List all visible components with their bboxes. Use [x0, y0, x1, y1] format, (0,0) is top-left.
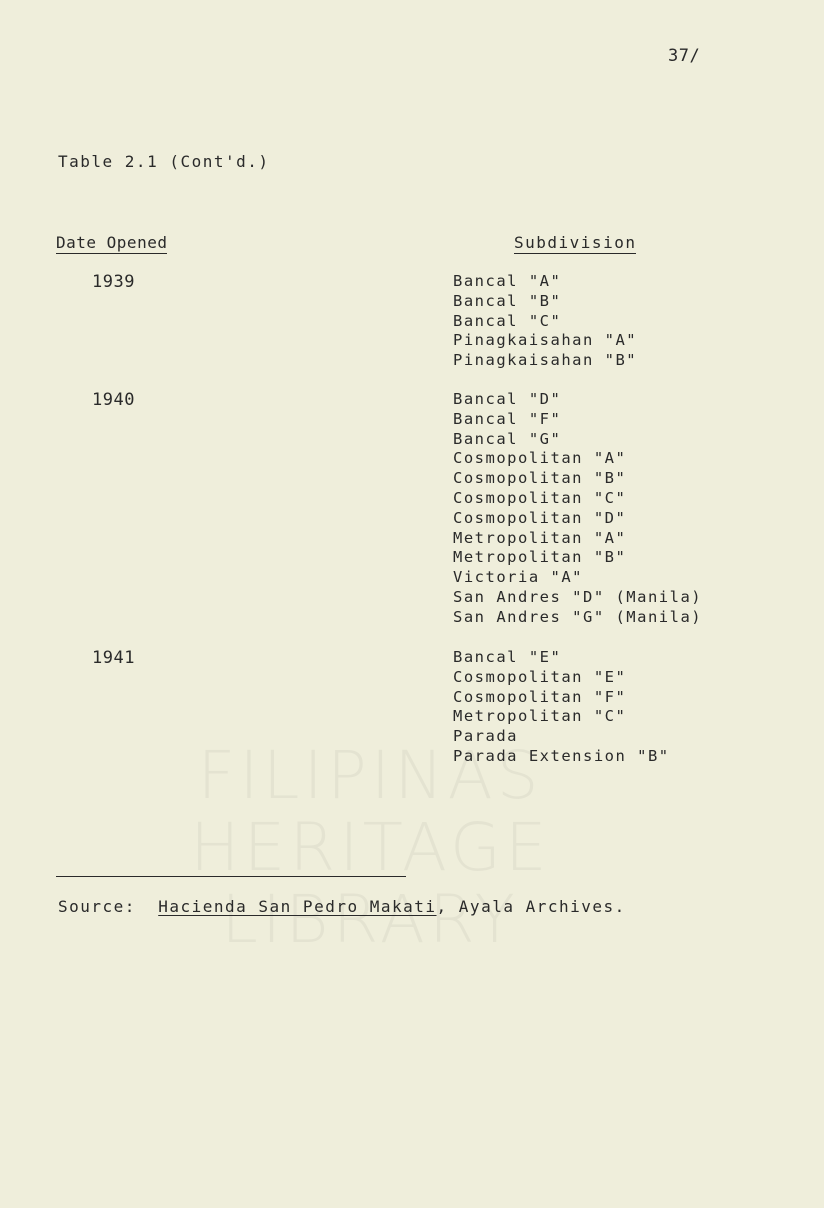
list-item: Metropolitan "C"	[453, 707, 627, 726]
list-item: Bancal "E"	[453, 648, 562, 666]
watermark-line-2	[190, 812, 550, 884]
list-item: Pinagkaisahan "B"	[453, 351, 638, 370]
year-1939: 1939	[92, 272, 135, 292]
list-item: Bancal "G"	[453, 429, 562, 448]
year-1940: 1940	[92, 390, 135, 410]
source-rest: , Ayala Archives.	[436, 897, 626, 916]
list-item: San Andres "G" (Manila)	[453, 607, 703, 626]
list-item: Bancal "D"	[453, 390, 562, 408]
source-title: Hacienda San Pedro Makati	[158, 897, 437, 916]
list-item: Bancal "B"	[453, 291, 562, 310]
watermark	[190, 740, 550, 956]
year-1941: 1941	[92, 648, 135, 668]
list-item: Metropolitan "B"	[453, 548, 627, 567]
list-item: Cosmopolitan "D"	[453, 508, 627, 527]
list-item: Metropolitan "A"	[453, 528, 627, 547]
list-item: Bancal "F"	[453, 409, 562, 428]
list-item: Bancal "A"	[453, 272, 562, 290]
list-item: Cosmopolitan "C"	[453, 488, 627, 507]
subdivision-list-1939	[453, 272, 637, 371]
source-label: Source:	[58, 897, 136, 916]
subdivision-list-1941	[453, 648, 670, 767]
list-item: Cosmopolitan "E"	[453, 667, 627, 686]
list-item: Pinagkaisahan "A"	[453, 331, 638, 350]
list-item: Cosmopolitan "F"	[453, 687, 627, 706]
watermark-line-3	[190, 884, 550, 956]
column-header-subdivision: Subdivision	[514, 233, 637, 252]
table-title: Table 2.1 (Cont'd.)	[58, 152, 270, 171]
list-item: Parada Extension "B"	[453, 746, 670, 765]
list-item: San Andres "D" (Manila)	[453, 587, 703, 606]
list-item: Bancal "C"	[453, 311, 562, 330]
list-item: Parada	[453, 727, 518, 746]
list-item: Victoria "A"	[453, 568, 583, 587]
source-note	[58, 897, 626, 916]
page-number: 37/	[668, 46, 701, 66]
subdivision-list-1940	[453, 390, 702, 628]
list-item: Cosmopolitan "B"	[453, 469, 627, 488]
list-item: Cosmopolitan "A"	[453, 449, 627, 468]
source-divider	[56, 876, 406, 877]
column-header-date-opened: Date Opened	[56, 233, 168, 252]
